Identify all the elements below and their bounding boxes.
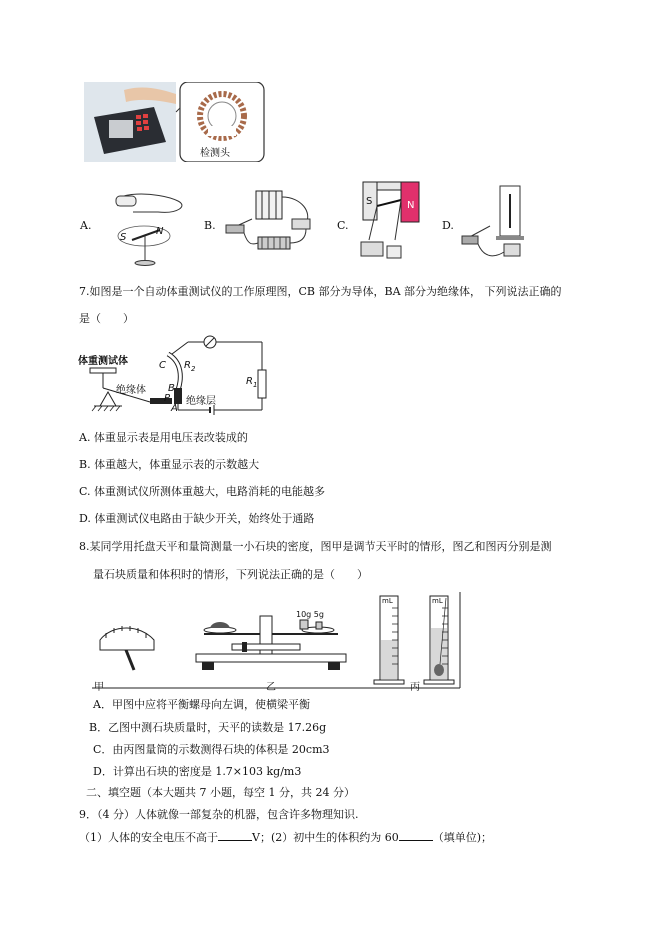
option-d-figure — [460, 180, 536, 266]
q7-fig-title: 体重测试体 — [78, 356, 128, 367]
q9-blank-1[interactable] — [218, 830, 252, 841]
q7-fig-label-a: A — [171, 403, 178, 414]
q9-line1-part3: （填单位)； — [432, 831, 493, 844]
option-a-s: S — [120, 232, 127, 243]
q8-stem-line2: 量石块质量和体积时的情形，下列说法正确的是（ ） — [93, 568, 368, 581]
magnet-n-label: N — [407, 200, 415, 211]
detection-head-caption: 检测头 — [200, 148, 230, 159]
q8-weights-label: 10g 5g — [296, 610, 324, 619]
q7-option-d: D. 体重测试仪电路由于缺少开关，始终处于通路 — [79, 512, 315, 525]
q7-circuit-diagram — [78, 330, 268, 420]
option-a-label: A. — [80, 219, 92, 232]
q7-option-b: B. 体重越大，体重显示表的示数越大 — [79, 458, 260, 471]
q7-fig-label-b: B — [168, 383, 175, 394]
q8-label-jia: 甲 — [94, 682, 104, 693]
q9-line1 — [79, 830, 492, 845]
option-b-label: B. — [204, 219, 216, 232]
q7-fig-label-r2: $R_2$ — [184, 360, 196, 373]
q8-option-b: B．乙图中测石块质量时，天平的读数是 17.26g — [89, 721, 327, 734]
q8-option-c: C．由丙图量筒的示数测得石块的体积是 20cm3 — [93, 743, 330, 756]
q8-ml-label-1: mL — [382, 597, 393, 605]
q8-ml-label-2: mL — [432, 597, 443, 605]
q7-option-a: A. 体重显示表是用电压表改装成的 — [79, 431, 248, 444]
option-b-figure — [222, 183, 324, 261]
option-c-label: C. — [337, 219, 349, 232]
option-c-figure — [355, 178, 433, 270]
q8-label-yi: 乙 — [266, 682, 276, 693]
option-a-figure — [98, 186, 188, 268]
q7-fig-label-p: P — [164, 393, 171, 404]
q8-option-d: D．计算出石块的密度是 1.7×103 kg/m3 — [93, 765, 302, 778]
q9-line1-part1: （1）人体的安全电压不高于 — [79, 831, 218, 844]
q7-fig-label-c: C — [159, 360, 166, 371]
q7-fig-label-r1: $R_1$ — [246, 376, 258, 389]
q7-fig-insulating-layer: 绝缘层 — [186, 396, 216, 407]
magnet-s-label: S — [366, 196, 373, 207]
q8-label-bing: 丙 — [410, 682, 420, 693]
q7-option-c: C. 体重测试仪所测体重越大，电路消耗的电能越多 — [79, 485, 326, 498]
q9-line1-part2: V；(2）初中生的体积约为 60 — [252, 831, 399, 844]
option-a-n: N — [156, 226, 164, 237]
q7-stem-line2: 是（ ） — [79, 312, 134, 325]
pos-machine-figure — [84, 82, 269, 162]
q9-blank-2[interactable] — [399, 830, 433, 841]
q8-figure — [92, 588, 464, 692]
section2-heading: 二、填空题（本大题共 7 小题，每空 1 分，共 24 分） — [86, 786, 355, 799]
q8-stem-line1: 8.某同学用托盘天平和量筒测量一小石块的密度，图甲是调节天平时的情形，图乙和图丙分别是测 — [79, 540, 552, 553]
option-d-label: D. — [442, 219, 454, 232]
q7-stem-line1: 7.如图是一个自动体重测试仪的工作原理图，CB 部分为导体，BA 部分为绝缘体， 下列说法正确的 — [79, 285, 562, 298]
q8-option-a: A．甲图中应将平衡螺母向左调，使横梁平衡 — [93, 698, 310, 711]
q7-fig-insulator: 绝缘体 — [116, 385, 146, 396]
q9-stem: 9．（4 分）人体就像一部复杂的机器，包含许多物理知识. — [79, 808, 359, 821]
